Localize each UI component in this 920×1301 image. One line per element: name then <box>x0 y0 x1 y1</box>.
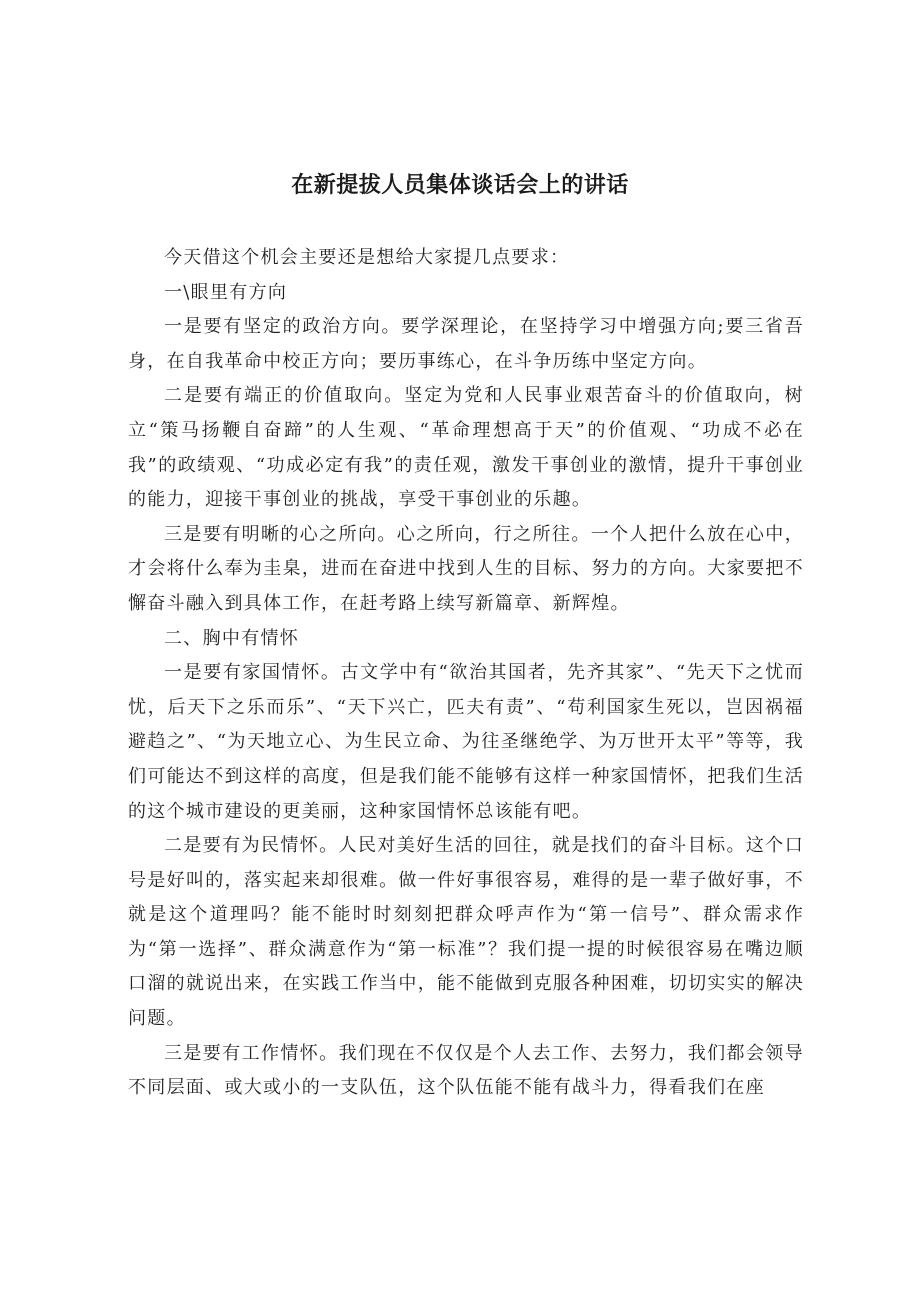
paragraph: 一是要有坚定的政治方向。要学深理论，在坚持学习中增强方向;要三省吾身，在自我革命中校正方向；要历事练心，在斗争历练中坚定方向。 <box>128 316 804 372</box>
section-heading-1: 一\眼里有方向 <box>164 281 288 303</box>
paragraph: 二是要有为民情怀。人民对美好生活的回往，就是找们的奋斗目标。这个口号是好叫的，落实起来却很难。做一件好事很容易，难得的是一辈子做好事，不就是这个道理吗？能不能时时刻刻把群众呼声作为“第一信号”、群众需求作为“第一选择”、群众满意作为“第一标准”？我们提一提的时候很容易在嘴边顺口溜的就说出来，在实践工作当中，能不能做到克服各种困难，切切实实的解决问题。 <box>128 835 804 1030</box>
document-title: 在新提拔人员集体谈话会上的讲话 <box>291 173 629 198</box>
paragraph-intro: 今天借这个机会主要还是想给大家提几点要求： <box>164 247 570 268</box>
paragraph: 三是要有明晰的心之所向。心之所向，行之所往。一个人把什么放在心中，才会将什么奉为圭臬，进而在奋进中找到人生的目标、努力的方向。大家要把不懈奋斗融入到具体工作，在赶考路上续写新篇章、新辉煌。 <box>128 523 804 614</box>
document-body <box>128 241 804 1106</box>
paragraph: 一是要有家国情怀。古文学中有“欲治其国者，先齐其家”、“先天下之忧而忧，后天下之乐而乐”、“天下兴亡，匹夫有责”、“苟利国家生死以，岂因祸福避趋之”、“为天地立心、为生民立命、为往圣继绝学、为万世开太平”等等，我们可能达不到这样的高度，但是我们能不能够有这样一种家国情怀，把我们生活的这个城市建设的更美丽，这种家国情怀总该能有吧。 <box>128 662 804 822</box>
paragraph: 三是要有工作情怀。我们现在不仅仅是个人去工作、去努力，我们都会领导不同层面、或大或小的一支队伍，这个队伍能不能有战斗力，得看我们在座 <box>128 1042 804 1099</box>
paragraph: 二是要有端正的价值取向。坚定为党和人民事业艰苦奋斗的价值取向，树立“策马扬鞭自奋蹄”的人生观、“革命理想高于天”的价值观、“功成不必在我”的政绩观、“功成必定有我”的责任观，激发干事创业的激情，提升干事创业的能力，迎接干事创业的挑战，享受干事创业的乐趣。 <box>128 385 804 511</box>
section-heading-2: 二、胸中有情怀 <box>164 627 300 649</box>
